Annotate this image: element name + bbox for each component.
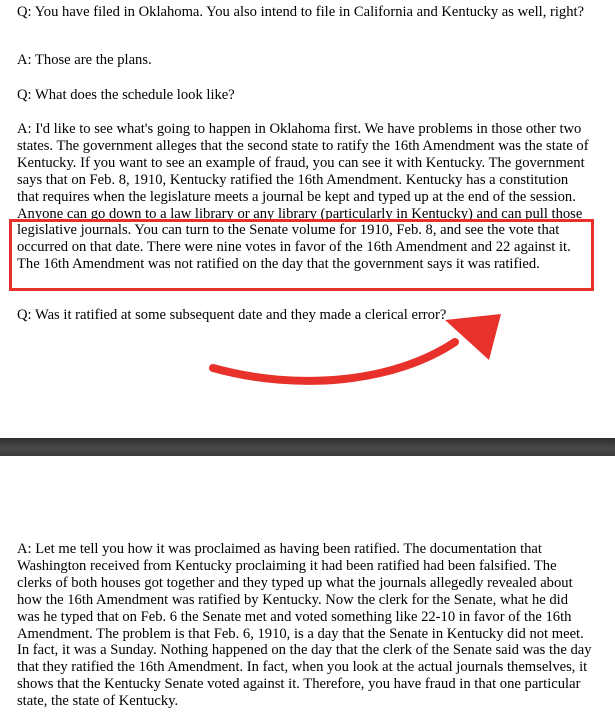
answer-kentucky-ratification: A: I'd like to see what's going to happen in Oklahoma first. We have problems in those other two states. The government alleges that the second state to ratify the 16th Amendment was the state of Kentucky. If you want to see an example of fraud, you can see it with Kentucky. The government says that on Feb. 8, 1910, Kentucky ratified the 16th Amendment. Kentucky has a constitution that requires when the legislature meets a journal be kept and typed up at the end of the session. Anyone can go down to a law library or any library (particularly in Kentucky) and can pull those legislative journals. You can turn to the Senate volume for 1910, Feb. 8, and see the vote that occurred on that date. There were nine votes in favor of the 16th Amendment and 22 against it. The 16th Amendment was not ratified on the day that the government says it was ratified. xyxy=(17,121,589,273)
answer-proclamation-fraud: A: Let me tell you how it was proclaimed as having been ratified. The documentation that Washington received from Kentucky proclaiming it had been ratified had been falsified. The clerks of both houses got together and they typed up what the journals allegedly revealed about how the 16th Amendment was ratified by Kentucky. Now the clerk for the Senate, what he did was he typed that on Feb. 6 the Senate met and voted something like 22-10 in favor of the 16th Amendment. The problem is that Feb. 6, 1910, is a day that the Senate in Kentucky did not meet. In fact, it was a Sunday. Nothing happened on the day that the clerk of the Senate said was the day that they ratified the 16th Amendment. In fact, when you look at the actual journals themselves, it shows that the Kentucky Senate voted against it. Therefore, you have fraud in that one particular state, the state of Kentucky. xyxy=(17,541,592,710)
page-separator xyxy=(0,438,615,456)
curved-arrow-icon xyxy=(205,300,505,410)
question-filed-oklahoma: Q: You have filed in Oklahoma. You also intend to file in California and Kentucky as well, right? xyxy=(17,4,585,20)
question-subsequent-date: Q: Was it ratified at some subsequent date and they made a clerical error? xyxy=(17,307,447,323)
answer-plans: A: Those are the plans. xyxy=(17,52,152,68)
highlight-annotation-box xyxy=(9,219,594,291)
question-schedule: Q: What does the schedule look like? xyxy=(17,87,235,103)
document-page-2 xyxy=(0,456,615,722)
